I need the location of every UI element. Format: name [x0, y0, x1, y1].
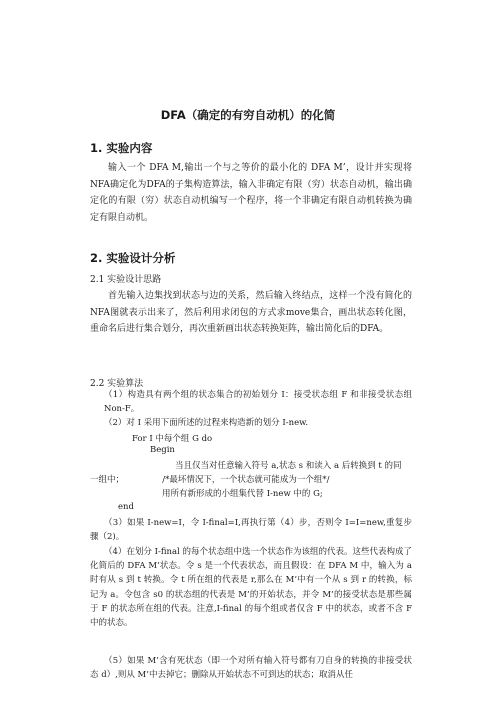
step-4: （4）在划分 I-final 的每个状态组中选一个状态作为该组的代表。这些代表构成了化简后的 DFA M’状态。令 s 是一个代表状态，而且假设：在 DFA M 中，输入为 a 时有从 s 到 t 转换。令 t 所在组的代表是 r,那么在 M’中有一个从 s 到 r 的转换，标记为 a。令包含 s0 的状态组的代表是 M’的开始状态，并令 M’的接受状态是那些属于 F 的状态所在组的代表。注意,I-final 的每个组或者仅含 F 中的状态，或者不含 F 中的状态。	[90, 547, 412, 629]
step-5: （5）如果 M’含有死状态（即一个对所有输入符号都有刀自身的转换的非接受状态 d）,则从 M’中去掉它；删除从开始状态不可到达的状态；取消从任	[90, 656, 412, 681]
section-1-paragraph: 输入一个 DFA M,输出一个与之等价的最小化的 DFA M’，设计并实现将NFA确定化为DFA的子集构造算法，输入非确定有限（穷）状态自动机，输出确定化的有限（穷）状态自动机编写一个程序，将一个非确定有限自动机转换为确定有限自动机。	[90, 163, 412, 223]
document-title: DFA（确定的有穷自动机）的化简	[160, 108, 336, 122]
section-2-1-paragraph: 首先输入边集找到状态与边的关系，然后输入终结点，这样一个没有简化的NFA图就表示出来了，然后利用求闭包的方式求move集合，画出状态转化图，重命名后进行集合划分，再次重新画出状态转换矩阵，输出简化后的DFA。	[90, 291, 412, 334]
section-2-2-heading: 2.2 实验算法	[90, 379, 144, 389]
section-1-heading: 1. 实验内容	[90, 141, 153, 155]
when-line-2: 一组中； /*最坏情况下，一个状态就可能成为一个组*/	[90, 475, 330, 485]
when-line-1: 当且仅当对任意输入符号 a,状态 s 和读入 a 后转换到 t 的同	[175, 461, 402, 471]
replace-line: 用所有新形成的小组集代替 I-new 中的 G;	[162, 489, 323, 499]
section-2-1-heading: 2.1 实验设计思路	[90, 275, 162, 285]
section-2-heading: 2. 实验设计分析	[90, 251, 176, 265]
end-line: end	[118, 502, 134, 512]
for-line: For I 中每个组 G do	[132, 434, 213, 444]
step-3: （3）如果 I-new=I，令 I-final=I,再执行第（4）步，否则令 I=I=new,重复步骤（2)。	[90, 518, 412, 543]
begin-line: Begin	[150, 445, 175, 455]
step-1: （1）构造具有两个组的状态集合的初始划分 I：接受状态组 F 和非接受状态组 Non-F。	[104, 390, 412, 415]
step-2: （2）对 I 采用下面所述的过程来构造新的划分 I-new.	[104, 418, 309, 428]
